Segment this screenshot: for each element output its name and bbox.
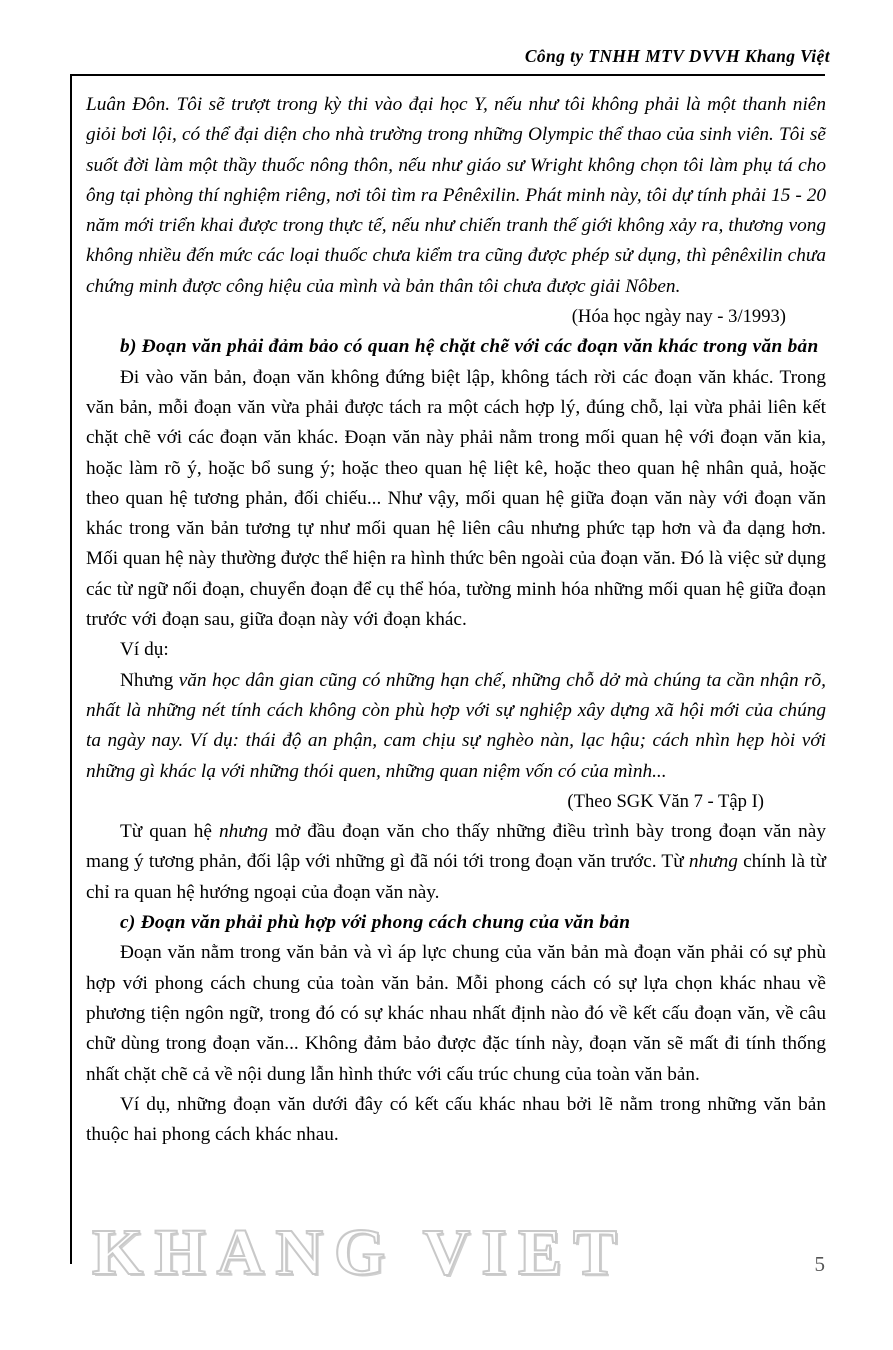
left-margin-rule [70, 74, 72, 1264]
para3-italic-nhung-2: nhưng [688, 851, 738, 873]
quote-body-text: văn học dân gian cũng có những hạn chế, những chỗ dở mà chúng ta cần nhận rõ, nhất là những nét tính cách không còn phù hợp với sự nghiệp xây dựng xã hội mới của chúng ta ngày nay. Ví dụ: thái độ an phận, cam chịu sự nghèo nàn, lạc hậu; cách nhìn hẹp hòi với những gì khác lạ với những thói quen, những quan niệm vốn có của mình... [86, 669, 826, 782]
para3-italic-nhung-1: nhưng [218, 821, 269, 843]
para3-part-b: mở đầu đoạn văn cho thấy những điều trình bày trong đoạn văn này mang ý tương phản, đối lập với những gì đã nói tới trong đoạn văn trước. Từ [86, 821, 826, 873]
header-divider [70, 74, 825, 76]
paragraph-phong-cach: Đoạn văn nằm trong văn bản và vì áp lực chung của văn bản mà đoạn văn phải có sự phù hợp với phong cách chung của toàn văn bản. Mỗi phong cách có sự lựa chọn khác nhau về phương tiện ngôn ngữ, trong đó có sự khác nhau nhất định nào đó về kết cấu đoạn văn, về câu chữ dùng trong đoạn văn... Không đảm bảo được đặc tính này, đoạn văn sẽ mất đi tính thống nhất chặt chẽ cả về nội dung lẫn hình thức với cấu trúc chung của toàn văn bản. [86, 942, 826, 1085]
khang-viet-watermark: KHANG VIET [92, 1216, 629, 1289]
quote-sgk-van-7 [86, 666, 826, 787]
page-number: 5 [814, 1252, 825, 1276]
label-vi-du: Ví dụ: [120, 639, 169, 661]
para3-part-a: Từ quan hệ [120, 821, 219, 843]
paragraph-tu-quan-he [86, 817, 826, 908]
document-body [86, 90, 826, 1150]
paragraph-vi-du-ket-cau: Ví dụ, những đoạn văn dưới đây có kết cấu khác nhau bởi lẽ nằm trong những văn bản thuộc hai phong cách khác nhau. [86, 1093, 826, 1146]
heading-section-b: b) Đoạn văn phải đảm bảo có quan hệ chặt chẽ với các đoạn văn khác trong văn bản [120, 336, 819, 358]
source-citation-1: (Hóa học ngày nay - 3/1993) [571, 306, 786, 328]
paragraph-doan-van-lien-ket: Đi vào văn bản, đoạn văn không đứng biệt lập, không tách rời các đoạn văn khác. Trong văn bản, mỗi đoạn văn vừa phải được tách ra một cách hợp lý, đúng chỗ, lại vừa phải liên kết chặt chẽ với các đoạn văn khác. Đoạn văn này phải nằm trong mối quan hệ với đoạn văn kia, hoặc làm rõ ý, hoặc bổ sung ý; hoặc theo quan hệ liệt kê, hoặc theo quan hệ nhân quả, hoặc theo quan hệ tương phản, đối chiếu... Như vậy, mối quan hệ giữa đoạn văn này với đoạn văn khác trong văn bản tương tự như mối quan hệ liên câu nhưng phức tạp hơn và đa dạng hơn. Mối quan hệ này thường được thể hiện ra hình thức bên ngoài của đoạn văn. Đó là việc sử dụng các từ ngữ nối đoạn, chuyển đoạn để cụ thể hóa, tường minh hóa những mối quan hệ giữa đoạn trước với đoạn sau, giữa đoạn này với đoạn khác. [86, 366, 826, 631]
heading-section-c: c) Đoạn văn phải phù hợp với phong cách chung của văn bản [120, 912, 631, 934]
quote-lead-word: Nhưng [120, 669, 174, 691]
paragraph-luan-don: Luân Đôn. Tôi sẽ trượt trong kỳ thi vào đại học Y, nếu như tôi không phải là một thanh niên giỏi bơi lội, có thể đại diện cho nhà trường trong những Olympic thể thao của sinh viên. Tôi sẽ suốt đời làm một thầy thuốc nông thôn, nếu như giáo sư Wright không chọn tôi làm phụ tá cho ông tại phòng thí nghiệm riêng, nơi tôi tìm ra Pênêxilin. Phát minh này, tôi dự tính phải 15 - 20 năm mới triển khai được trong thực tế, nếu như chiến tranh thế giới không xảy ra, thương vong không nhiều đến mức các loại thuốc chưa kiểm tra cũng được phép sử dụng, thì pênêxilin chưa chứng minh được công hiệu của mình và bản thân tôi chưa được giải Nôben. [86, 94, 826, 297]
page-header-publisher: Công ty TNHH MTV DVVH Khang Việt [524, 46, 830, 66]
source-citation-2: (Theo SGK Văn 7 - Tập I) [567, 790, 764, 812]
para3-part-c: chính là từ chỉ ra quan hệ hướng ngoại của đoạn văn này. [86, 851, 826, 903]
